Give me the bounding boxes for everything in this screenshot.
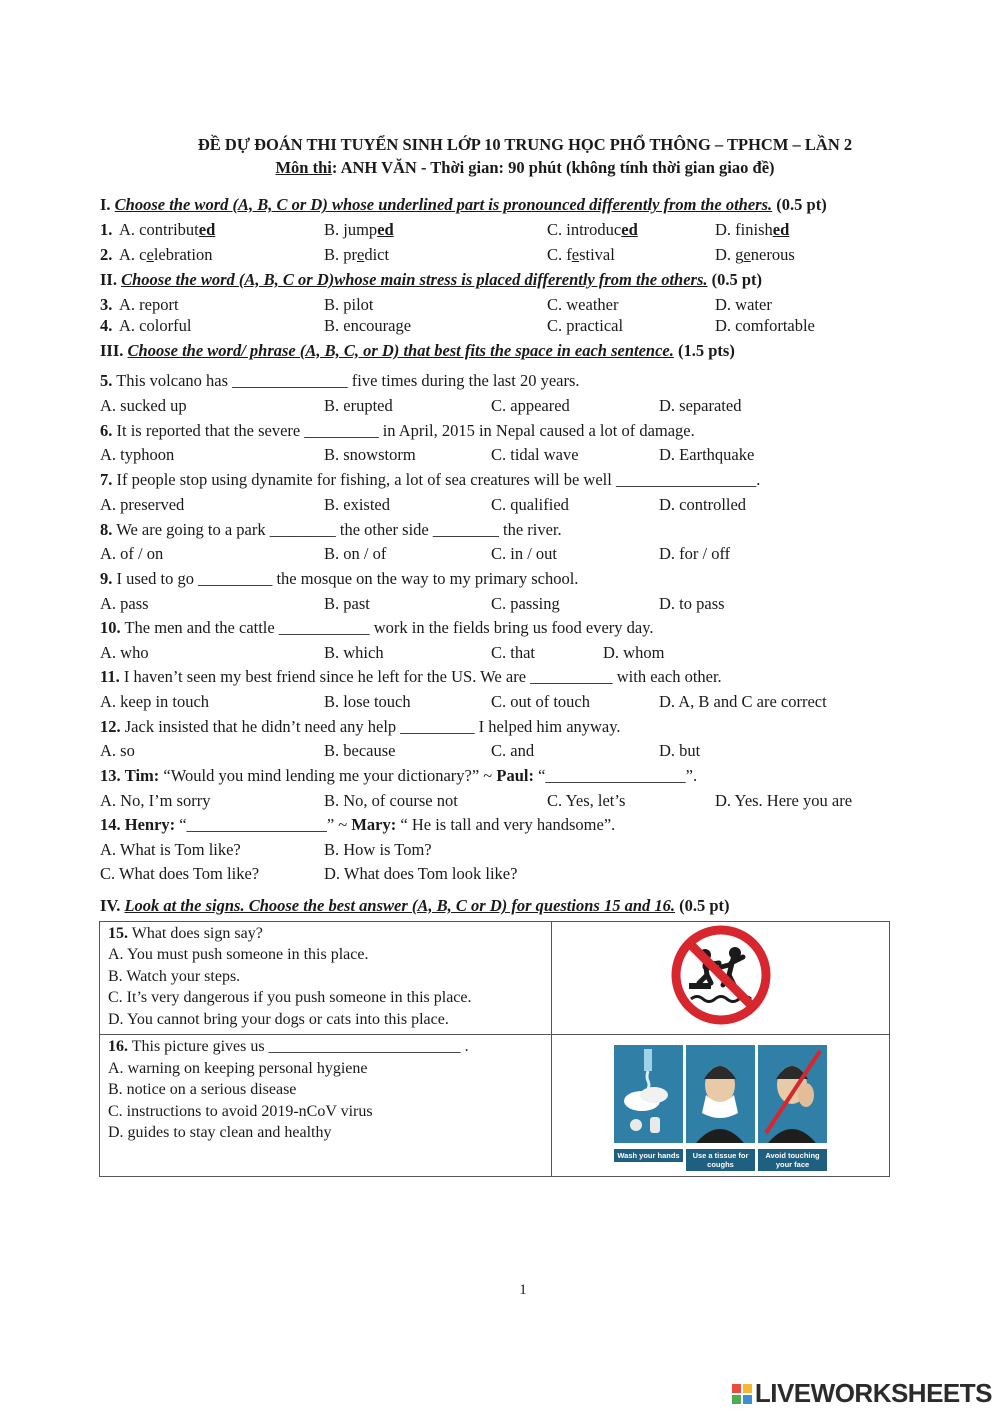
- q13-option-c: C. Yes, let’s: [547, 791, 626, 810]
- q9-option-a: A. pass: [100, 594, 149, 613]
- q1-number: 1.: [100, 220, 113, 239]
- q12-stem: 12. Jack insisted that he didn’t need any help _________ I helped him anyway.: [100, 717, 621, 736]
- signs-table: [99, 921, 890, 1177]
- q15-sign-cell: [552, 922, 890, 1035]
- q4-number: 4.: [100, 316, 113, 335]
- q9-option-c: C. passing: [491, 594, 560, 613]
- q12-option-a: A. so: [100, 741, 135, 760]
- q8-option-b: B. on / of: [324, 544, 387, 563]
- avoid-touching-face-icon: [758, 1045, 827, 1143]
- q2-number: 2.: [100, 245, 113, 264]
- q15-option-d: D. You cannot bring your dogs or cats into this place.: [108, 1010, 449, 1028]
- q16-sign-cell: [552, 1035, 890, 1177]
- q16-option-d: D. guides to stay clean and healthy: [108, 1124, 332, 1142]
- q8-option-c: C. in / out: [491, 544, 558, 563]
- q3-option-b: B. pilot: [324, 295, 374, 314]
- panel-tissue: [686, 1045, 755, 1171]
- q7-stem: 7. If people stop using dynamite for fishing, a lot of sea creatures will be well _________________.: [100, 470, 761, 489]
- q7-option-b: B. existed: [324, 495, 390, 514]
- q3-option-c: C. weather: [547, 295, 619, 314]
- panel-avoid-face: [758, 1045, 827, 1171]
- cough-tissue-icon: [686, 1045, 755, 1143]
- q6-option-d: D. Earthquake: [659, 445, 755, 464]
- hygiene-poster: [614, 1045, 827, 1171]
- q2-option-a: A. celebration: [119, 245, 213, 264]
- section-1-heading: I. Choose the word (A, B, C or D) whose underlined part is pronounced differently from the others. (0.5 pt): [100, 195, 827, 214]
- q14-option-b: B. How is Tom?: [324, 840, 432, 859]
- no-pushing-sign-icon: [669, 923, 773, 1027]
- q16-text-cell: [100, 1035, 552, 1177]
- q2-option-b: B. predict: [324, 245, 390, 264]
- q13-option-d: D. Yes. Here you are: [715, 791, 853, 810]
- q3-number: 3.: [100, 295, 113, 314]
- q10-option-c: C. that: [491, 643, 535, 662]
- q5-option-b: B. erupted: [324, 396, 393, 415]
- liveworksheets-mark-icon: [731, 1383, 753, 1405]
- q2-option-d: D. generous: [715, 245, 795, 264]
- q10-option-a: A. who: [100, 643, 149, 662]
- q9-option-d: D. to pass: [659, 594, 725, 613]
- q16-option-a: A. warning on keeping personal hygiene: [108, 1059, 368, 1077]
- q7-option-c: C. qualified: [491, 495, 569, 514]
- page-number: 1: [519, 1282, 527, 1298]
- q11-option-b: B. lose touch: [324, 692, 411, 711]
- q1-option-c: C. introduced: [547, 220, 638, 239]
- q5-option-d: D. separated: [659, 396, 742, 415]
- wash-hands-icon: [614, 1045, 683, 1143]
- section-4-heading: IV. Look at the signs. Choose the best answer (A, B, C or D) for questions 15 and 16. (0.5 pt): [100, 896, 730, 915]
- q1-option-a: A. contributed: [119, 220, 216, 239]
- q14-option-d: D. What does Tom look like?: [324, 864, 518, 883]
- q15-option-b: B. Watch your steps.: [108, 967, 241, 985]
- q13-option-b: B. No, of course not: [324, 791, 458, 810]
- section-2-heading: II. Choose the word (A, B, C or D)whose main stress is placed differently from the others. (0.5 pt): [100, 270, 763, 289]
- q10-option-d: D. whom: [603, 643, 665, 662]
- panel-2-label: Use a tissue for coughs: [686, 1149, 755, 1171]
- q15-option-c: C. It’s very dangerous if you push someone in this place.: [108, 989, 472, 1007]
- panel-1-label: Wash your hands: [614, 1149, 683, 1162]
- q4-option-a: A. colorful: [119, 316, 192, 335]
- q7-option-a: A. preserved: [100, 495, 185, 514]
- q6-option-b: B. snowstorm: [324, 445, 416, 464]
- q13-option-a: A. No, I’m sorry: [100, 791, 211, 810]
- q12-option-d: D. but: [659, 741, 701, 760]
- q14-option-c: C. What does Tom like?: [100, 864, 260, 883]
- section-3-heading: III. Choose the word/ phrase (A, B, C, or D) that best fits the space in each sentence. (1.5 pts): [100, 341, 735, 360]
- q6-option-c: C. tidal wave: [491, 445, 579, 464]
- q6-option-a: A. typhoon: [100, 445, 175, 464]
- table-row-q15: [100, 922, 890, 1035]
- q12-option-b: B. because: [324, 741, 396, 760]
- q16-stem: 16. This picture gives us ________________________ .: [108, 1038, 469, 1056]
- q16-option-c: C. instructions to avoid 2019-nCoV virus: [108, 1102, 373, 1120]
- q11-stem: 11. I haven’t seen my best friend since he left for the US. We are __________ with each other.: [100, 667, 722, 686]
- liveworksheets-brand-text: LIVEWORKSHEETS: [754, 1378, 992, 1408]
- q5-option-c: C. appeared: [491, 396, 570, 415]
- q5-stem: 5. This volcano has ______________ five times during the last 20 years.: [100, 371, 580, 390]
- q8-option-d: D. for / off: [659, 544, 731, 563]
- q10-stem: 10. The men and the cattle ___________ work in the fields bring us food every day.: [100, 618, 654, 637]
- q11-option-d: D. A, B and C are correct: [659, 692, 827, 711]
- q3-option-d: D. water: [715, 295, 772, 314]
- q4-option-d: D. comfortable: [715, 316, 815, 335]
- q14-stem: 14. Henry: “_________________” ~ Mary: “ He is tall and very handsome”.: [100, 815, 616, 834]
- q15-stem: 15. What does sign say?: [108, 925, 263, 942]
- q15-text-cell: [100, 922, 552, 1035]
- q1-option-b: B. jumped: [324, 220, 394, 239]
- q7-option-d: D. controlled: [659, 495, 747, 514]
- q11-option-c: C. out of touch: [491, 692, 590, 711]
- q4-option-c: C. practical: [547, 316, 624, 335]
- q10-option-b: B. which: [324, 643, 384, 662]
- q9-stem: 9. I used to go _________ the mosque on the way to my primary school.: [100, 569, 579, 588]
- q16-option-b: B. notice on a serious disease: [108, 1081, 297, 1099]
- q4-option-b: B. encourage: [324, 316, 412, 335]
- q3-option-a: A. report: [119, 295, 179, 314]
- liveworksheets-logo[interactable]: [731, 1378, 992, 1409]
- table-row-q16: [100, 1035, 890, 1177]
- panel-wash-hands: [614, 1045, 683, 1171]
- exam-title: ĐỀ DỰ ĐOÁN THI TUYỂN SINH LỚP 10 TRUNG HỌC PHỔ THÔNG – TPHCM – LẦN 2: [197, 135, 853, 154]
- q9-option-b: B. past: [324, 594, 370, 613]
- q8-option-a: A. of / on: [100, 544, 164, 563]
- q12-option-c: C. and: [491, 741, 535, 760]
- q8-stem: 8. We are going to a park ________ the other side ________ the river.: [100, 520, 562, 539]
- q13-stem: 13. Tim: “Would you mind lending me your dictionary?” ~ Paul: “_________________”.: [100, 766, 698, 785]
- exam-subtitle: Môn thi: ANH VĂN - Thời gian: 90 phút (không tính thời gian giao đề): [275, 158, 775, 177]
- panel-3-label: Avoid touching your face: [758, 1149, 827, 1171]
- q11-option-a: A. keep in touch: [100, 692, 210, 711]
- q6-stem: 6. It is reported that the severe _________ in April, 2015 in Nepal caused a lot of damage.: [100, 421, 695, 440]
- q5-option-a: A. sucked up: [100, 396, 187, 415]
- q14-option-a: A. What is Tom like?: [100, 840, 241, 859]
- q1-option-d: D. finished: [715, 220, 790, 239]
- q15-option-a: A. You must push someone in this place.: [108, 946, 369, 964]
- q2-option-c: C. festival: [547, 245, 615, 264]
